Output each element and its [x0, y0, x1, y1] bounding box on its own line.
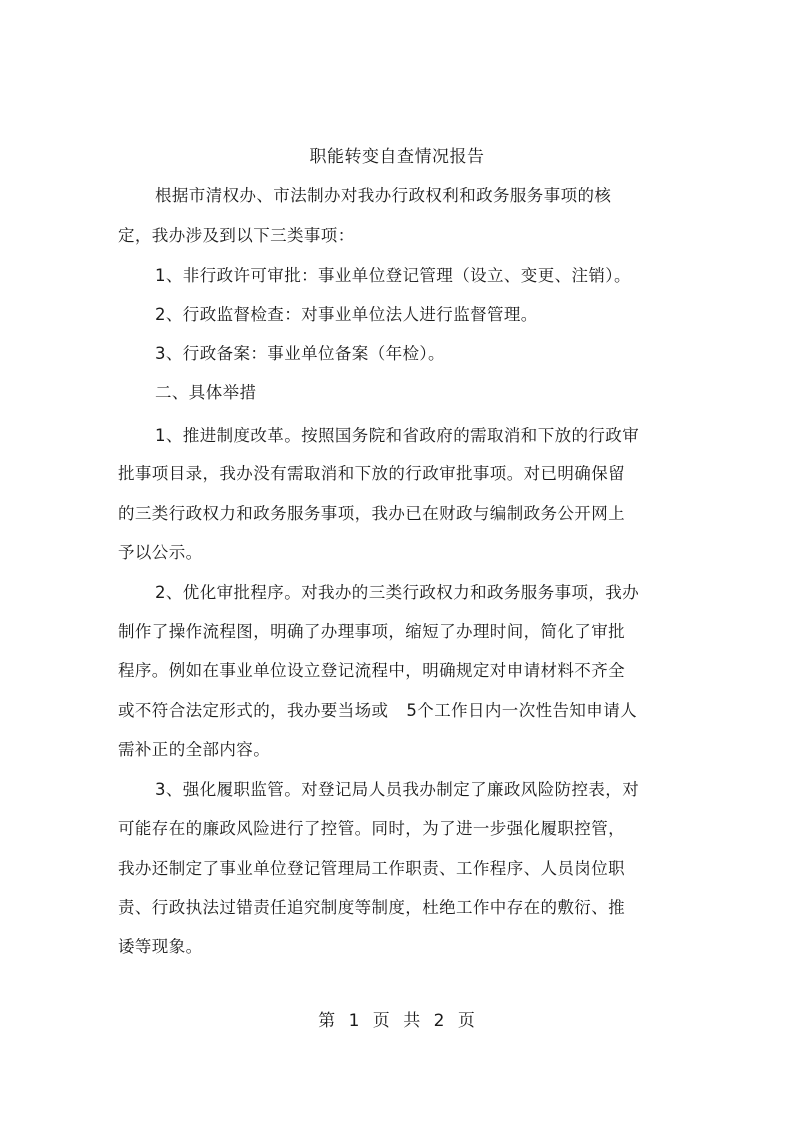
paragraph-line-measure1-4: 予以公示。	[118, 543, 203, 562]
list-item-2: 2、行政监督检查：对事业单位法人进行监督管理。	[155, 305, 538, 324]
paragraph-line-measure1-1: 1、推进制度改革。按照国务院和省政府的需取消和下放的行政审	[155, 426, 640, 445]
paragraph-line-measure2-2: 制作了操作流程图，明确了办理事项，缩短了办理时间，简化了审批	[118, 622, 625, 641]
paragraph-line-measure3-4: 责、行政执法过错责任追究制度等制度，杜绝工作中存在的敷衍、推	[118, 898, 625, 917]
paragraph-line-measure3-3: 我办还制定了事业单位登记管理局工作职责、工作程序、人员岗位职	[118, 859, 625, 878]
section-heading: 二、具体举措	[155, 383, 257, 402]
paragraph-line-measure3-1: 3、强化履职监管。对登记局人员我办制定了廉政风险防控表，对	[155, 780, 640, 799]
paragraph-line-intro-1: 根据市清权办、市法制办对我办行政权利和政务服务事项的核	[155, 186, 612, 205]
paragraph-line-measure1-3: 的三类行政权力和政务服务事项，我办已在财政与编制政务公开网上	[118, 504, 625, 523]
paragraph-line-measure2-4	[118, 700, 637, 722]
line-suffix: 5个工作日内一次性告知申请人	[406, 701, 638, 720]
paragraph-line-intro-2: 定，我办涉及到以下三类事项：	[118, 226, 355, 245]
paragraph-line-measure2-1: 2、优化审批程序。对我办的三类行政权力和政务服务事项，我办	[155, 583, 640, 602]
page-number-footer: 第 1 页 共 2 页	[318, 1011, 476, 1031]
paragraph-line-measure3-5: 诿等现象。	[118, 937, 203, 956]
paragraph-line-measure1-2: 批事项目录，我办没有需取消和下放的行政审批事项。对已明确保留	[118, 464, 625, 483]
list-item-1: 1、非行政许可审批：事业单位登记管理（设立、变更、注销）。	[155, 266, 631, 285]
line-prefix: 或不符合法定形式的，我办要当场或	[118, 701, 389, 720]
document-title: 职能转变自查情况报告	[309, 147, 485, 167]
paragraph-line-measure2-3: 程序。例如在事业单位设立登记流程中，明确规定对申请材料不齐全	[118, 661, 625, 680]
paragraph-line-measure2-5: 需补正的全部内容。	[118, 740, 271, 759]
paragraph-line-measure3-2: 可能存在的廉政风险进行了控管。同时，为了进一步强化履职控管，	[118, 819, 625, 838]
list-item-3: 3、行政备案：事业单位备案（年检）。	[155, 344, 445, 363]
